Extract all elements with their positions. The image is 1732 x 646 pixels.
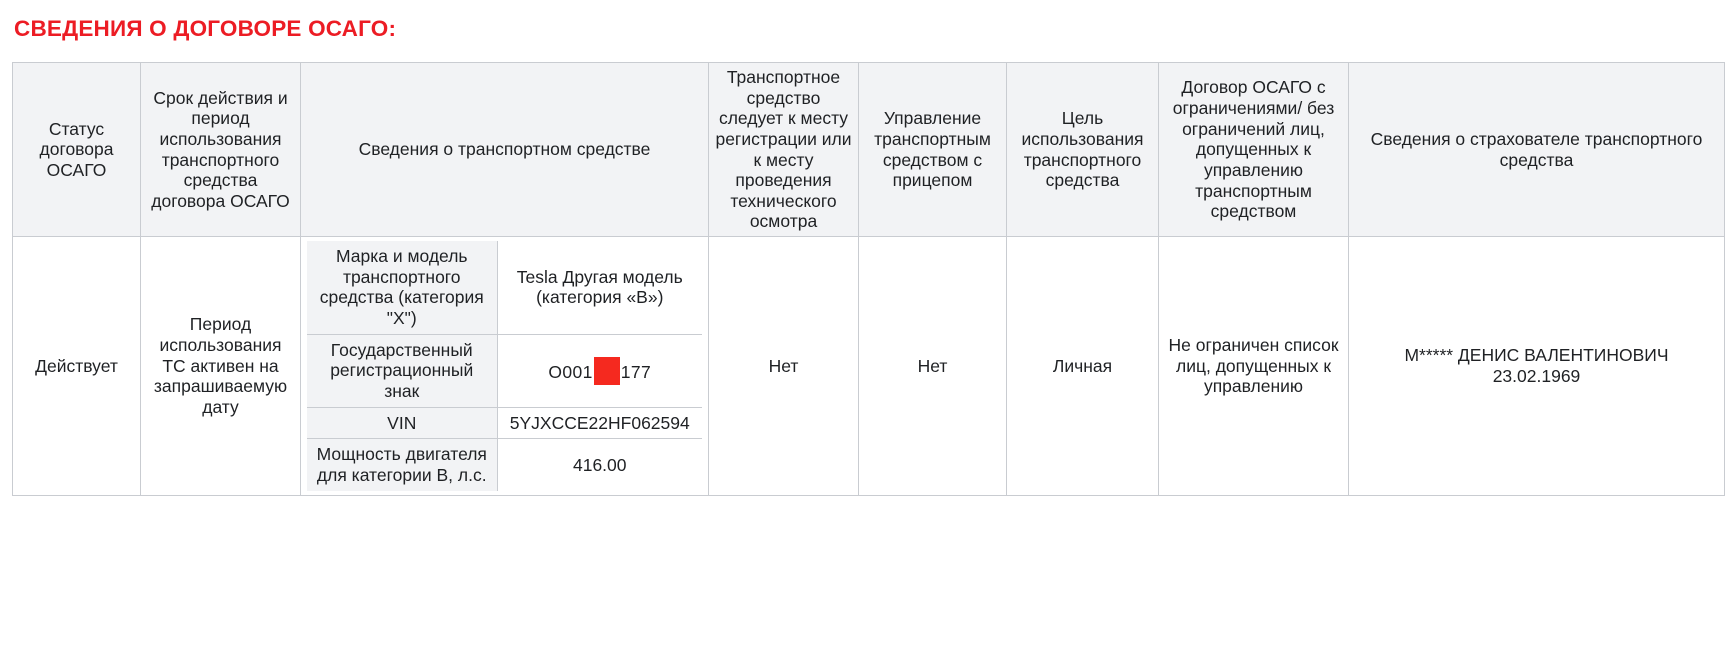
plate-region: 177 xyxy=(620,361,652,382)
cell-limits: Не ограничен список лиц, допущенных к управлению xyxy=(1159,237,1349,495)
plate-number xyxy=(548,357,651,385)
cell-insurer xyxy=(1349,237,1725,495)
column-header-limits: Договор ОСАГО с ограничениями/ без ограничений лиц, допущенных к управлению транспортным средством xyxy=(1159,63,1349,237)
vehicle-details-table xyxy=(307,241,702,490)
cell-route: Нет xyxy=(709,237,859,495)
vehicle-plate-value xyxy=(497,334,702,407)
cell-period: Период использования ТС активен на запрашиваемую дату xyxy=(141,237,301,495)
vehicle-row-plate xyxy=(307,334,702,407)
vehicle-vin-label: VIN xyxy=(307,407,497,439)
column-header-vehicle: Сведения о транспортном средстве xyxy=(301,63,709,237)
vehicle-row-make-model xyxy=(307,241,702,334)
table-header-row xyxy=(13,63,1725,237)
insurer-birthdate: 23.02.1969 xyxy=(1492,365,1581,386)
page-title: СВЕДЕНИЯ О ДОГОВОРЕ ОСАГО: xyxy=(14,16,397,41)
column-header-status: Статус договора ОСАГО xyxy=(13,63,141,237)
vehicle-make-model-value: Tesla Другая модель (категория «B») xyxy=(497,241,702,334)
vehicle-make-model-label: Марка и модель транспортного средства (категория "X") xyxy=(307,241,497,334)
vehicle-power-value: 416.00 xyxy=(497,439,702,491)
vehicle-power-label: Мощность двигателя для категории B, л.с. xyxy=(307,439,497,491)
cell-trailer: Нет xyxy=(859,237,1007,495)
column-header-route: Транспортное средство следует к месту регистрации или к месту проведения технического осмотра xyxy=(709,63,859,237)
vehicle-plate-label: Государственный регистрационный знак xyxy=(307,334,497,407)
column-header-period: Срок действия и период использования транспортного средства договора ОСАГО xyxy=(141,63,301,237)
column-header-insurer: Сведения о страхователе транспортного средства xyxy=(1349,63,1725,237)
table-row xyxy=(13,237,1725,495)
vehicle-vin-value: 5YJXCCE22HF062594 xyxy=(497,407,702,439)
osago-contract-table xyxy=(12,62,1725,496)
vehicle-row-vin xyxy=(307,407,702,439)
plate-prefix: O001 xyxy=(548,361,593,382)
column-header-purpose: Цель использования транспортного средства xyxy=(1007,63,1159,237)
cell-vehicle-details xyxy=(301,237,709,495)
cell-purpose: Личная xyxy=(1007,237,1159,495)
table-header xyxy=(13,63,1725,237)
column-header-trailer: Управление транспортным средством с прицепом xyxy=(859,63,1007,237)
vehicle-row-power xyxy=(307,439,702,491)
table-body xyxy=(13,237,1725,495)
cell-status: Действует xyxy=(13,237,141,495)
redaction-block xyxy=(594,357,620,385)
insurer-name: М***** ДЕНИС ВАЛЕНТИНОВИЧ xyxy=(1404,345,1669,366)
